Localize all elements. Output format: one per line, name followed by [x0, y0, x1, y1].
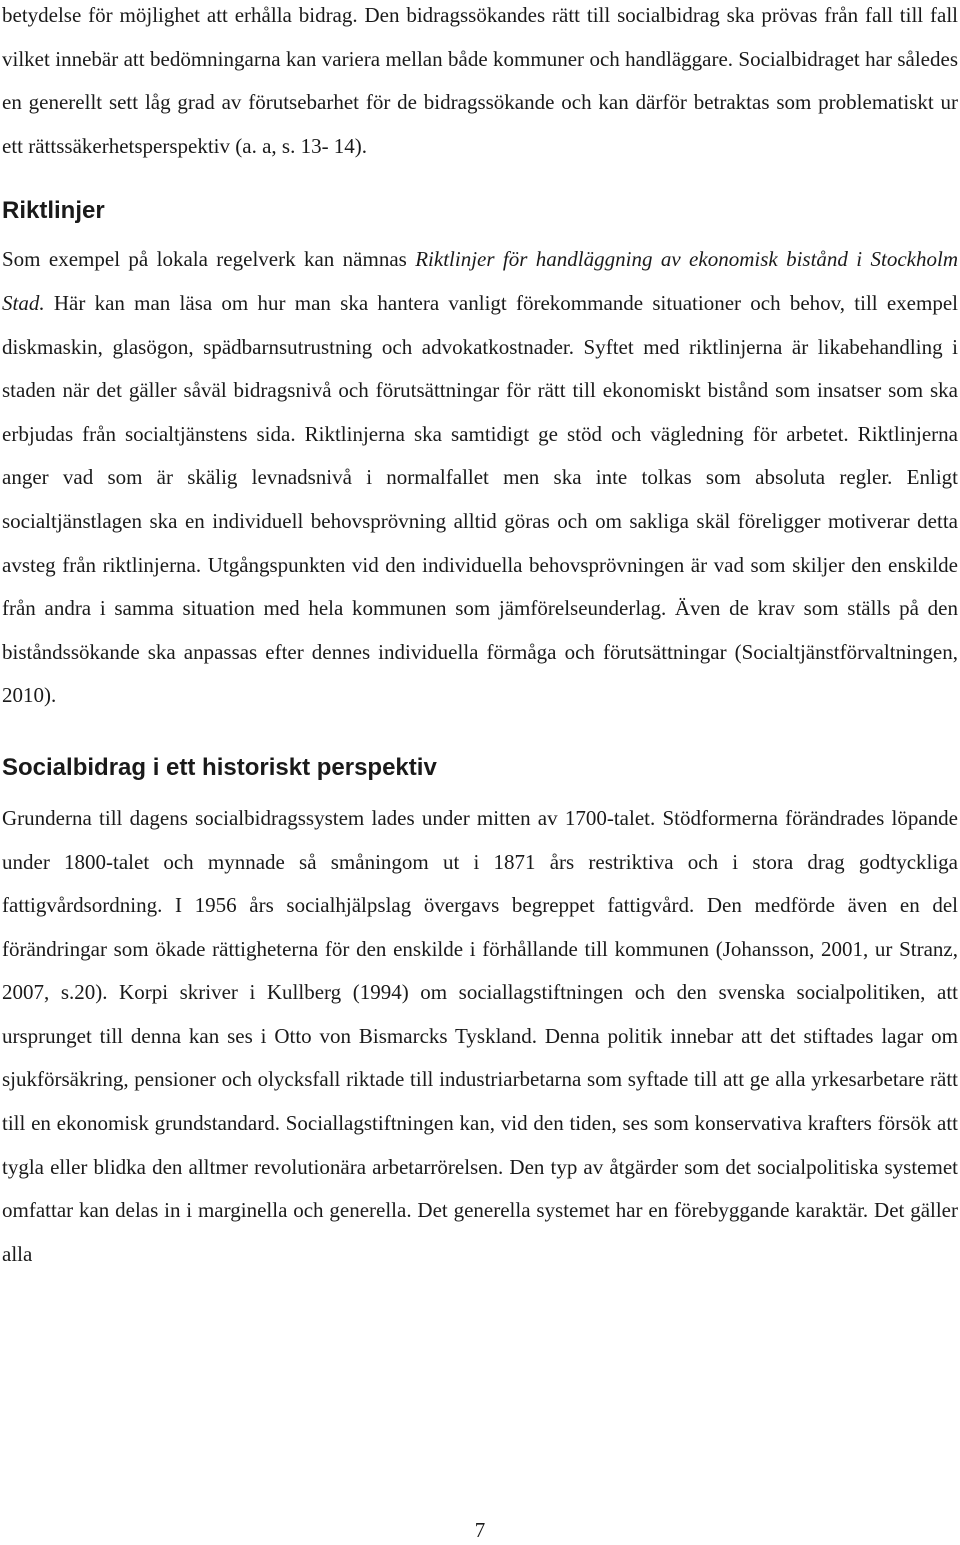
- paragraph-body: Här kan man läsa om hur man ska hantera vanligt förekommande situationer och behov, till exempel diskmaskin, glasögon, spädbarnsutrustning och advokatkostnader. Syftet med riktlinjerna är likabehandling i staden när det gäller såväl bidragsnivå och förutsättningar för rätt till ekonomiskt bistånd som insatser som ska erbjudas från socialtjänstens sida. Riktlinjerna ska samtidigt ge stöd och vägledning för arbetet. Riktlinjerna anger vad som är skälig levnadsnivå i normalfallet men ska inte tolkas som absoluta regler. Enligt socialtjänstlagen ska en individuell behovsprövning alltid göras och om sakliga skäl föreligger motiverar detta avsteg från riktlinjerna. Utgångspunkten vid den individuella behovsprövningen är vad som skiljer den enskilde från andra i samma situation med hela kommunen som jämförelseunderlag. Även de krav som ställs på den biståndssökande ska anpassas efter dennes individuella förmåga och förutsättningar (Socialtjänstförvaltningen, 2010).: [2, 290, 958, 708]
- body-paragraph: [2, 238, 958, 718]
- page-number: 7: [474, 1518, 486, 1542]
- section-heading-historiskt-perspektiv: Socialbidrag i ett historiskt perspektiv: [2, 753, 437, 781]
- body-paragraph: Grunderna till dagens socialbidragssystem lades under mitten av 1700-talet. Stödformerna förändrades löpande under 1800-talet och mynnade så småningom ut i 1871 års restriktiva och i stora drag godtyckliga fattigvårdsordning. I 1956 års socialhjälpslag övergavs begreppet fattigvård. Den medförde även en del förändringar som ökade rättigheterna för den enskilde i förhållande till kommunen (Johansson, 2001, ur Stranz, 2007, s.20). Korpi skriver i Kullberg (1994) om sociallagstiftningen och den svenska socialpolitiken, att ursprunget till denna kan ses i Otto von Bismarcks Tyskland. Denna politik innebar att det stiftades lagar om sjukförsäkring, pensioner och olycksfall riktade till industriarbetarna som syftade till att ge alla yrkesarbetare rätt till en ekonomisk grundstandard. Sociallagstiftningen kan, vid den tiden, ses som konservativa krafters försök att tygla eller blidka den alltmer revolutionära arbetarrörelsen. Den typ av åtgärder som det socialpolitiska systemet omfattar kan delas in i marginella och generella. Det generella systemet har en förebyggande karaktär. Det gäller alla: [2, 805, 958, 1266]
- document-page: [2, 0, 958, 1276]
- paragraph-intro: Som exempel på lokala regelverk kan nämnas: [2, 247, 416, 272]
- section-heading-riktlinjer: Riktlinjer: [2, 197, 105, 225]
- document-title-italic: Riktlinjer för handläggning av ekonomisk bistånd i Stockholm Stad.: [2, 247, 958, 315]
- body-paragraph: betydelse för möjlighet att erhålla bidrag. Den bidragssökandes rätt till socialbidrag ska prövas från fall till fall vilket innebär att bedömningarna kan variera mellan både kommuner och handläggare. Socialbidraget har således en generellt sett låg grad av förutsebarhet för de bidragssökande och kan därför betraktas som problematiskt ur ett rättssäkerhetsperspektiv (a. a, s. 13- 14).: [2, 3, 958, 158]
